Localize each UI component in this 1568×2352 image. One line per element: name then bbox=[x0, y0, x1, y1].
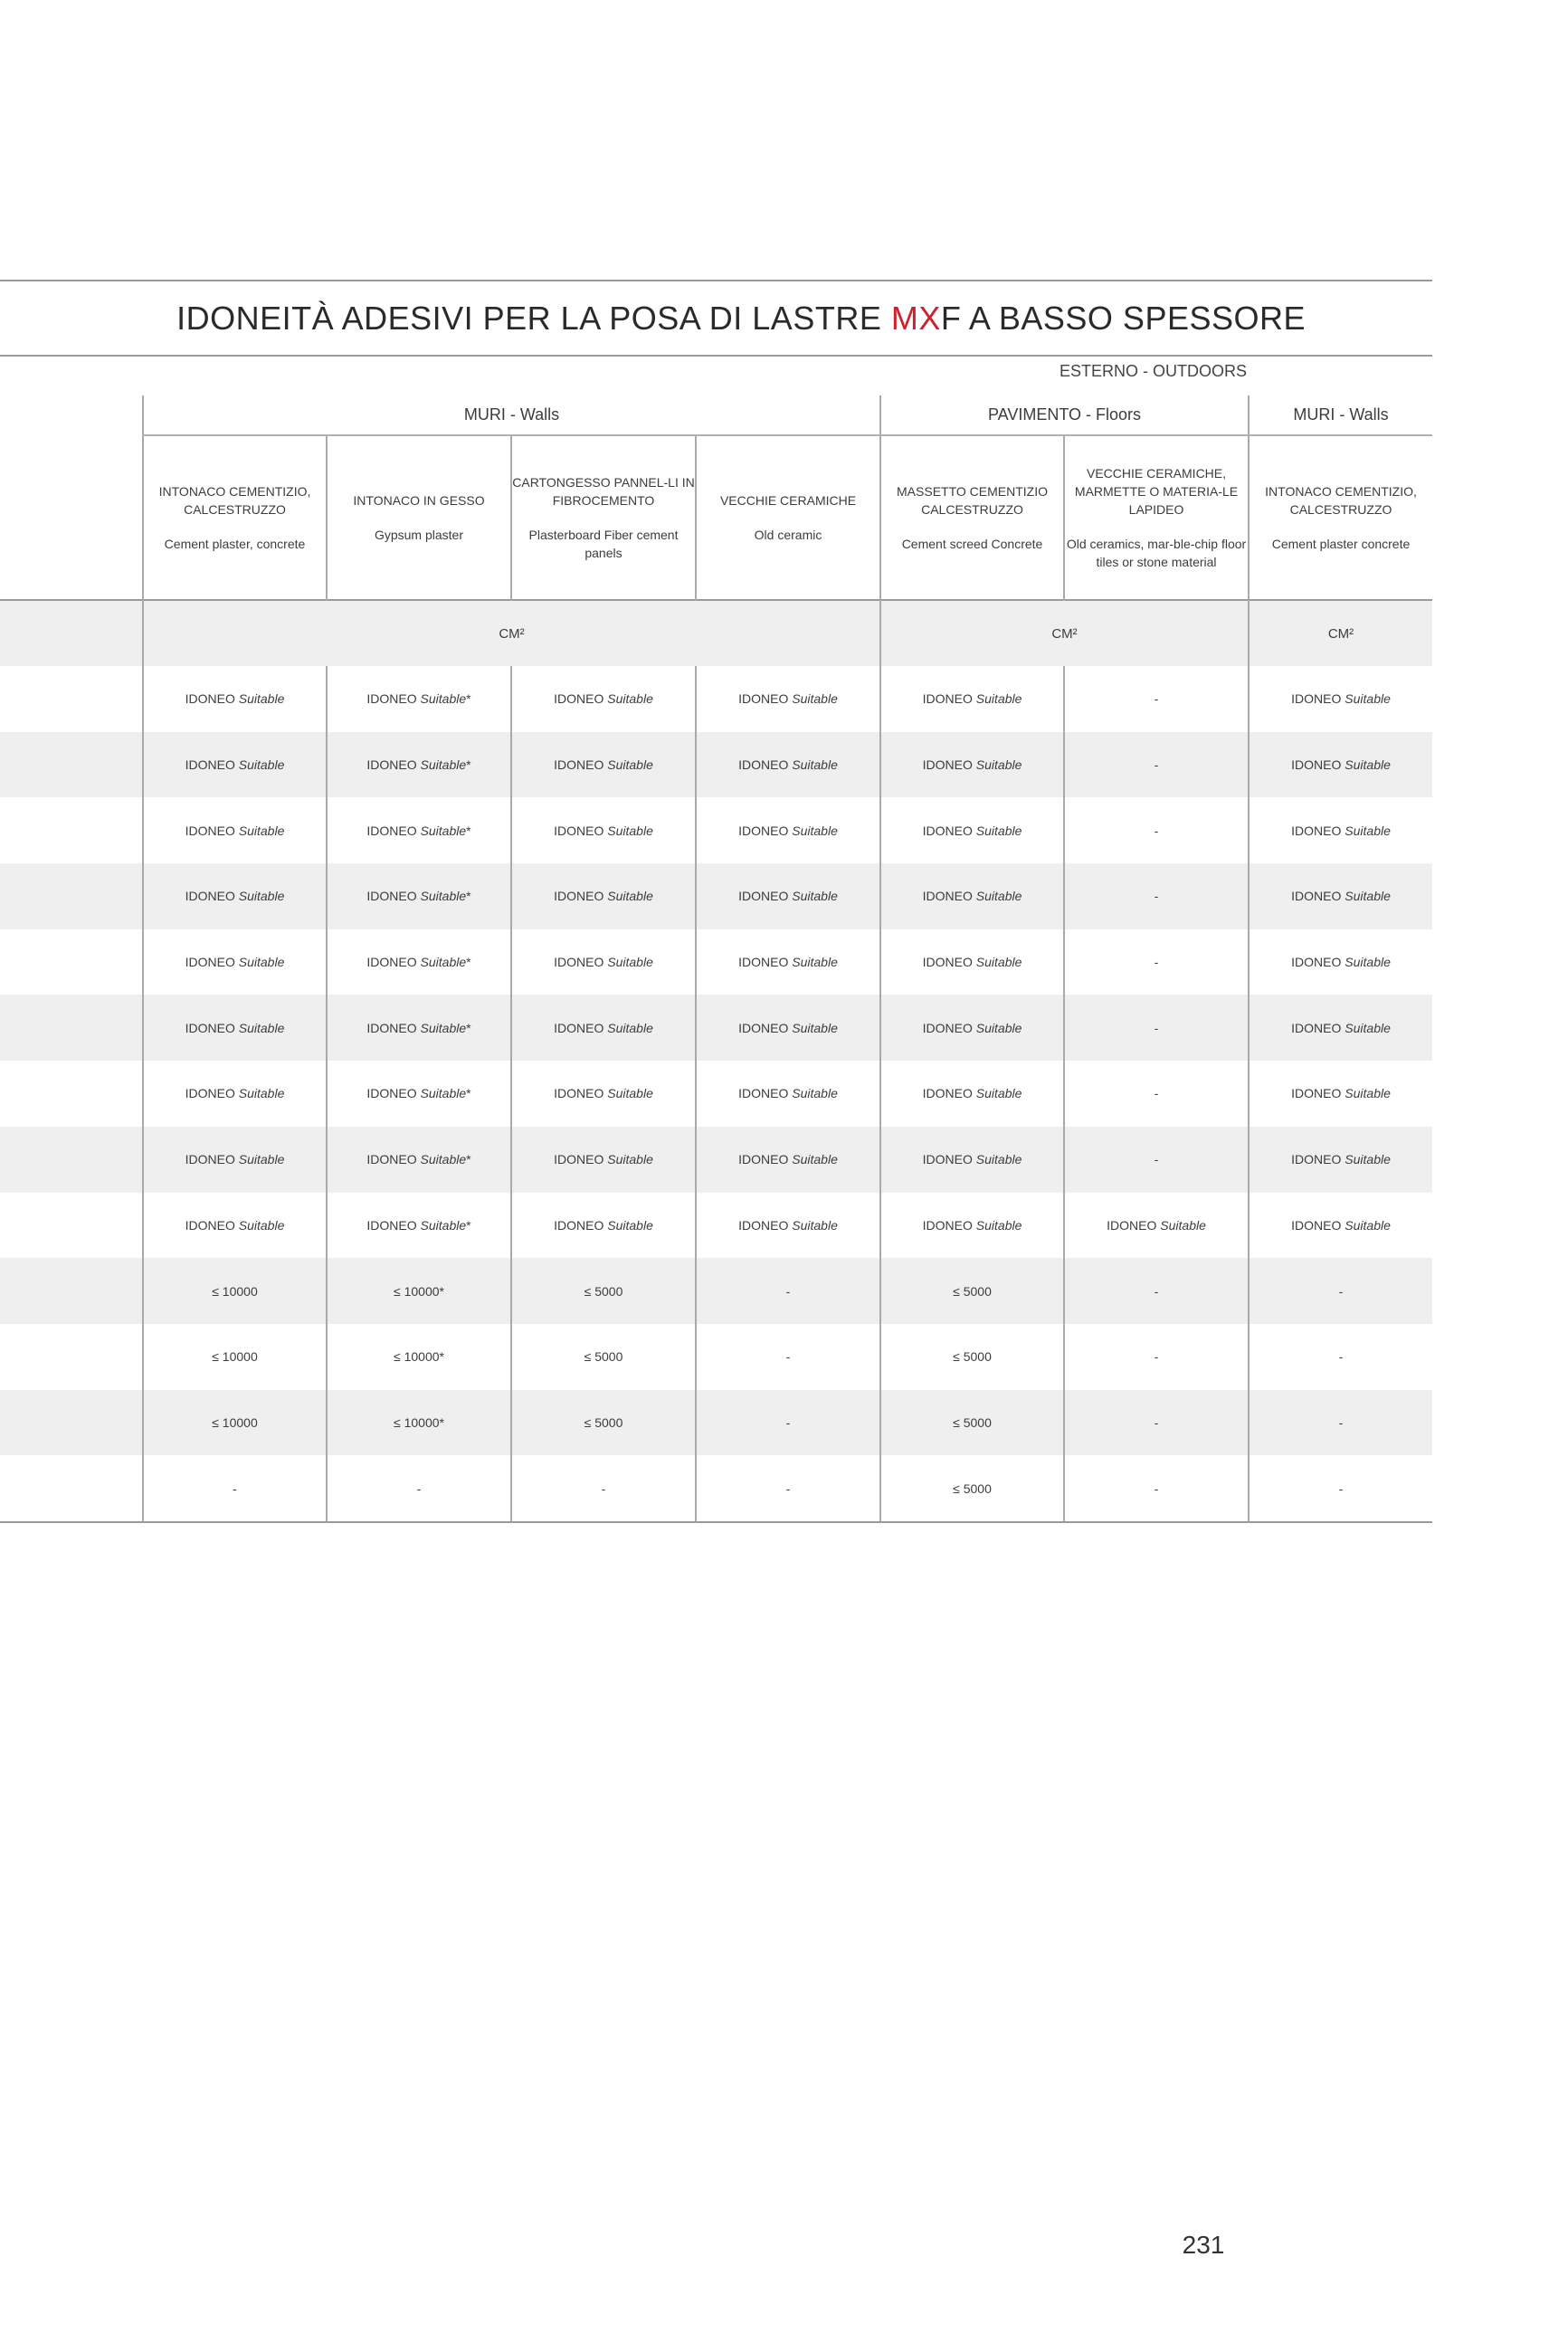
table-cell: ≤ 10000* bbox=[327, 1390, 511, 1456]
table-cell: IDONEO Suitable bbox=[511, 1127, 696, 1193]
table-row bbox=[0, 732, 1432, 798]
column-header-it: MASSETTO CEMENTIZIO CALCESTRUZZO bbox=[897, 484, 1048, 517]
column-header bbox=[1064, 435, 1249, 600]
row-label-cell bbox=[0, 995, 143, 1061]
table-cell: IDONEO Suitable bbox=[143, 1193, 327, 1259]
table-cell: IDONEO Suitable* bbox=[327, 1193, 511, 1259]
title-rule bbox=[0, 355, 1432, 357]
table-row bbox=[0, 1390, 1432, 1456]
table-cell: - bbox=[1064, 797, 1249, 863]
table-cell: IDONEO Suitable bbox=[880, 732, 1064, 798]
table-cell: IDONEO Suitable bbox=[696, 732, 880, 798]
table-cell: IDONEO Suitable bbox=[143, 666, 327, 732]
column-header bbox=[880, 435, 1064, 600]
table-cell: IDONEO Suitable bbox=[143, 863, 327, 929]
table-cell: IDONEO Suitable bbox=[696, 995, 880, 1061]
column-header-it: CARTONGESSO PANNEL-LI IN FIBROCEMENTO bbox=[512, 475, 695, 508]
table-cell: IDONEO Suitable bbox=[1249, 1127, 1432, 1193]
column-header-en: Cement screed Concrete bbox=[901, 537, 1043, 551]
table-cell: - bbox=[1249, 1324, 1432, 1390]
table-cell: ≤ 5000 bbox=[880, 1324, 1064, 1390]
table-cell: ≤ 10000* bbox=[327, 1258, 511, 1324]
table-cell: ≤ 5000 bbox=[511, 1258, 696, 1324]
table-cell: IDONEO Suitable bbox=[1249, 666, 1432, 732]
table-cell: IDONEO Suitable bbox=[1249, 732, 1432, 798]
table-cell: IDONEO Suitable bbox=[143, 732, 327, 798]
table-cell: ≤ 10000* bbox=[327, 1324, 511, 1390]
row-label-cell bbox=[0, 797, 143, 863]
table-cell: ≤ 5000 bbox=[511, 1324, 696, 1390]
table-cell: IDONEO Suitable* bbox=[327, 732, 511, 798]
column-header bbox=[327, 435, 511, 600]
row-label-cell bbox=[0, 732, 143, 798]
table-cell: IDONEO Suitable bbox=[511, 1061, 696, 1127]
table-cell: IDONEO Suitable bbox=[511, 929, 696, 995]
column-header-en: Cement plaster, concrete bbox=[164, 537, 306, 551]
table-cell: IDONEO Suitable bbox=[696, 863, 880, 929]
table-cell: IDONEO Suitable bbox=[511, 797, 696, 863]
column-header-it: INTONACO CEMENTIZIO, CALCESTRUZZO bbox=[1265, 484, 1417, 517]
table-row bbox=[0, 1455, 1432, 1522]
table-cell: IDONEO Suitable bbox=[1249, 929, 1432, 995]
table-cell: IDONEO Suitable bbox=[143, 1061, 327, 1127]
table-cell: IDONEO Suitable bbox=[143, 995, 327, 1061]
table-cell: IDONEO Suitable bbox=[511, 995, 696, 1061]
table-cell: ≤ 10000 bbox=[143, 1258, 327, 1324]
unit-walls: CM² bbox=[143, 600, 880, 666]
column-header-en: Old ceramic bbox=[754, 528, 822, 542]
row-label-cell bbox=[0, 666, 143, 732]
group-floors: PAVIMENTO - Floors bbox=[880, 395, 1249, 435]
table-cell: IDONEO Suitable bbox=[143, 1127, 327, 1193]
table-cell: IDONEO Suitable bbox=[511, 1193, 696, 1259]
suitability-table bbox=[0, 395, 1432, 1523]
row-label-cell bbox=[0, 863, 143, 929]
table-row bbox=[0, 1324, 1432, 1390]
table-row bbox=[0, 666, 1432, 732]
title-accent: MX bbox=[890, 300, 941, 337]
column-header bbox=[511, 435, 696, 600]
table-cell: ≤ 5000 bbox=[511, 1390, 696, 1456]
table-cell: IDONEO Suitable bbox=[1249, 1193, 1432, 1259]
table-cell: - bbox=[696, 1258, 880, 1324]
unit-walls-outdoor: CM² bbox=[1249, 600, 1432, 666]
table-row bbox=[0, 1061, 1432, 1127]
outdoors-label: ESTERNO - OUTDOORS bbox=[1059, 362, 1247, 380]
table-cell: - bbox=[696, 1455, 880, 1522]
table-cell: IDONEO Suitable* bbox=[327, 863, 511, 929]
table-cell: - bbox=[1064, 1258, 1249, 1324]
table-row bbox=[0, 863, 1432, 929]
column-header-it: VECCHIE CERAMICHE, MARMETTE O MATERIA-LE LAPIDEO bbox=[1074, 466, 1239, 517]
table-cell: IDONEO Suitable bbox=[880, 666, 1064, 732]
table-cell: IDONEO Suitable bbox=[1249, 797, 1432, 863]
table-cell: IDONEO Suitable bbox=[880, 929, 1064, 995]
row-label-cell bbox=[0, 1061, 143, 1127]
table-cell: IDONEO Suitable bbox=[696, 1193, 880, 1259]
column-header-en: Gypsum plaster bbox=[374, 528, 464, 542]
table-cell: IDONEO Suitable* bbox=[327, 1127, 511, 1193]
table-cell: IDONEO Suitable bbox=[880, 863, 1064, 929]
table-cell: IDONEO Suitable* bbox=[327, 995, 511, 1061]
table-cell: - bbox=[1064, 1127, 1249, 1193]
table-cell: IDONEO Suitable bbox=[696, 929, 880, 995]
table-cell: ≤ 5000 bbox=[880, 1258, 1064, 1324]
table-cell: IDONEO Suitable bbox=[511, 666, 696, 732]
page-title: IDONEITÀ ADESIVI PER LA POSA DI LASTRE MXF A BASSO SPESSORE bbox=[176, 300, 1306, 337]
table-cell: - bbox=[1249, 1455, 1432, 1522]
table-cell: IDONEO Suitable bbox=[880, 1127, 1064, 1193]
table-cell: IDONEO Suitable bbox=[511, 732, 696, 798]
table-cell: - bbox=[511, 1455, 696, 1522]
column-header bbox=[143, 435, 327, 600]
table-row bbox=[0, 1193, 1432, 1259]
table-cell: - bbox=[143, 1455, 327, 1522]
row-label-cell bbox=[0, 1193, 143, 1259]
table-cell: IDONEO Suitable bbox=[696, 1061, 880, 1127]
table-cell: IDONEO Suitable bbox=[143, 797, 327, 863]
table-cell: - bbox=[1064, 732, 1249, 798]
table-cell: IDONEO Suitable* bbox=[327, 929, 511, 995]
table-cell: - bbox=[1064, 1324, 1249, 1390]
table-cell: IDONEO Suitable bbox=[511, 863, 696, 929]
table-cell: IDONEO Suitable bbox=[880, 1061, 1064, 1127]
row-label-cell bbox=[0, 1324, 143, 1390]
column-header bbox=[1249, 435, 1432, 600]
table-cell: IDONEO Suitable* bbox=[327, 797, 511, 863]
row-label-cell bbox=[0, 929, 143, 995]
table-cell: - bbox=[1249, 1258, 1432, 1324]
group-header-row bbox=[0, 395, 1432, 435]
table-cell: - bbox=[1064, 1061, 1249, 1127]
table-row bbox=[0, 1258, 1432, 1324]
table-cell: IDONEO Suitable bbox=[880, 995, 1064, 1061]
table-cell: - bbox=[1064, 863, 1249, 929]
unit-floors: CM² bbox=[880, 600, 1249, 666]
table-cell: IDONEO Suitable bbox=[696, 1127, 880, 1193]
table-cell: - bbox=[1064, 1455, 1249, 1522]
top-rule bbox=[0, 280, 1432, 281]
table-cell: ≤ 5000 bbox=[880, 1455, 1064, 1522]
table-cell: - bbox=[1064, 929, 1249, 995]
table-cell: - bbox=[1249, 1390, 1432, 1456]
table-cell: - bbox=[1064, 1390, 1249, 1456]
row-label-cell bbox=[0, 1390, 143, 1456]
column-header-row bbox=[0, 435, 1432, 600]
group-walls: MURI - Walls bbox=[143, 395, 880, 435]
table-cell: ≤ 10000 bbox=[143, 1324, 327, 1390]
table-cell: IDONEO Suitable bbox=[696, 797, 880, 863]
table-cell: - bbox=[1064, 995, 1249, 1061]
table-cell: IDONEO Suitable bbox=[1249, 1061, 1432, 1127]
table-row bbox=[0, 797, 1432, 863]
table-cell: - bbox=[1064, 666, 1249, 732]
group-walls-outdoor: MURI - Walls bbox=[1249, 395, 1432, 435]
table-cell: - bbox=[696, 1324, 880, 1390]
page-number: 231 bbox=[1182, 2231, 1225, 2259]
table-cell: IDONEO Suitable bbox=[880, 797, 1064, 863]
column-header-en: Plasterboard Fiber cement panels bbox=[528, 528, 679, 560]
column-header-en: Cement plaster concrete bbox=[1271, 537, 1411, 551]
table-cell: IDONEO Suitable bbox=[143, 929, 327, 995]
table-cell: IDONEO Suitable bbox=[696, 666, 880, 732]
column-header-it: VECCHIE CERAMICHE bbox=[719, 493, 857, 508]
row-label-cell bbox=[0, 1455, 143, 1522]
unit-row bbox=[0, 600, 1432, 666]
table-cell: - bbox=[327, 1455, 511, 1522]
table-cell: IDONEO Suitable bbox=[1249, 995, 1432, 1061]
table-cell: ≤ 5000 bbox=[880, 1390, 1064, 1456]
row-label-cell bbox=[0, 1258, 143, 1324]
table-cell: IDONEO Suitable bbox=[1249, 863, 1432, 929]
column-header-it: INTONACO IN GESSO bbox=[353, 493, 485, 508]
row-label-cell bbox=[0, 1127, 143, 1193]
column-header-en: Old ceramics, mar-ble-chip floor tiles or stone material bbox=[1066, 537, 1247, 569]
table-row bbox=[0, 1127, 1432, 1193]
table-cell: - bbox=[696, 1390, 880, 1456]
column-header-it: INTONACO CEMENTIZIO, CALCESTRUZZO bbox=[158, 484, 311, 517]
table-cell: IDONEO Suitable bbox=[880, 1193, 1064, 1259]
table-row bbox=[0, 929, 1432, 995]
column-header bbox=[696, 435, 880, 600]
table-cell: IDONEO Suitable bbox=[1064, 1193, 1249, 1259]
table-cell: IDONEO Suitable* bbox=[327, 1061, 511, 1127]
table-cell: ≤ 10000 bbox=[143, 1390, 327, 1456]
table-cell: IDONEO Suitable* bbox=[327, 666, 511, 732]
table-row bbox=[0, 995, 1432, 1061]
